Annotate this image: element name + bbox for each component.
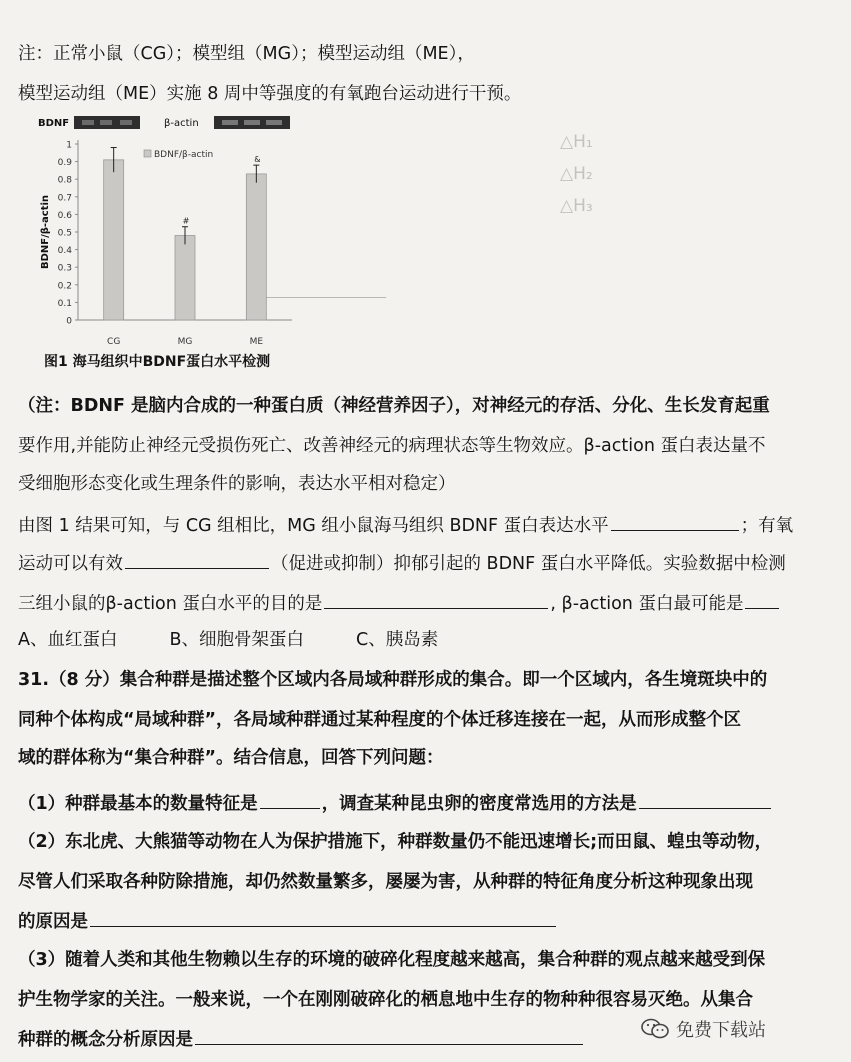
q31-line-1: 31.（8 分）集合种群是描述整个区域内各局域种群形成的集合。即一个区域内，各生境斑块中的 — [18, 670, 768, 690]
legend-label: BDNF/β-actin — [154, 150, 214, 160]
question-line-3 — [18, 590, 833, 616]
y-tick-label: 0.2 — [57, 281, 72, 292]
question-text: ；有氧 — [740, 516, 794, 536]
note-line-1: （注：BDNF 是脑内合成的一种蛋白质（神经营养因子），对神经元的存活、分化、生长发育起重 — [18, 396, 770, 416]
answer-blank-6[interactable] — [639, 790, 771, 809]
question-text: （促进或抑制）抑郁引起的 BDNF 蛋白水平降低。实验数据中检测 — [271, 554, 786, 574]
question-text: 种群的概念分析原因是 — [18, 1030, 193, 1050]
significance-marker: & — [254, 155, 261, 165]
sub-question-3-line-3 — [18, 1026, 621, 1052]
option-c[interactable]: C、胰岛素 — [356, 630, 439, 650]
actin-band — [266, 120, 282, 125]
y-tick-label: 0.9 — [57, 158, 72, 169]
legend-swatch — [144, 150, 151, 157]
watermark — [640, 1014, 766, 1044]
actin-band — [222, 120, 238, 125]
note-line-3: 受细胞形态变化或生理条件的影响，表达水平相对稳定） — [18, 474, 456, 494]
band-label-bdnf: BDNF — [38, 118, 70, 129]
wechat-icon — [640, 1017, 670, 1041]
question-line-2 — [18, 550, 833, 576]
option-a[interactable]: A、血红蛋白 — [18, 630, 118, 650]
y-tick-label: 0.6 — [57, 210, 72, 221]
question-text: ，调查某种昆虫卵的密度常选用的方法是 — [321, 794, 637, 814]
band-label-actin: β-actin — [164, 118, 199, 129]
y-tick-label: 1 — [66, 140, 72, 151]
sub-question-2-line-2: 尽管人们采取各种防除措施，却仍然数量繁多，屡屡为害，从种群的特征角度分析这种现象出现 — [18, 872, 753, 892]
question-text: , β-action 蛋白最可能是 — [550, 594, 744, 614]
bar-me — [246, 174, 266, 320]
actin-band — [244, 120, 260, 125]
answer-blank-2[interactable] — [125, 550, 269, 569]
y-tick-label: 0.5 — [57, 228, 72, 239]
significance-marker: # — [182, 216, 190, 226]
x-tick-label: ME — [249, 337, 264, 347]
legend-note-line: 注：正常小鼠（CG）；模型组（MG）；模型运动组（ME）， — [18, 44, 475, 64]
bdnf-bar-chart — [36, 112, 302, 348]
y-tick-label: 0.4 — [57, 246, 72, 257]
x-tick-label: MG — [177, 337, 193, 347]
bleed-through-text: △H₂ — [560, 164, 593, 184]
question-text: （1）种群最基本的数量特征是 — [18, 794, 258, 814]
y-tick-label: 0.1 — [57, 298, 72, 309]
intervention-line: 模型运动组（ME）实施 8 周中等强度的有氧跑台运动进行干预。 — [18, 84, 522, 104]
y-tick-label: 0 — [66, 316, 72, 327]
bdnf-band — [82, 120, 94, 125]
sub-question-1 — [18, 790, 833, 816]
q31-line-2: 同种个体构成“局域种群”，各局域种群通过某种程度的个体迁移连接在一起，从而形成整个区 — [18, 710, 741, 730]
question-text: 运动可以有效 — [18, 554, 123, 574]
y-axis-label: BDNF/β-actin — [40, 194, 51, 270]
question-text: 三组小鼠的β-action 蛋白水平的目的是 — [18, 594, 323, 614]
figure-caption: 图1 海马组织中BDNF蛋白水平检测 — [44, 354, 271, 370]
answer-blank-5[interactable] — [260, 790, 320, 809]
sub-question-2-line-3 — [18, 908, 833, 934]
sub-question-3-line-1: （3）随着人类和其他生物赖以生存的环境的破碎化程度越来越高，集合种群的观点越来越受到保 — [18, 950, 766, 970]
y-tick-label: 0.3 — [57, 263, 72, 274]
answer-blank-3[interactable] — [324, 590, 548, 609]
answer-blank-1[interactable] — [611, 512, 739, 531]
bleed-through-text: △H₁ — [560, 132, 593, 152]
answer-blank-7[interactable] — [90, 908, 556, 927]
y-tick-label: 0.8 — [57, 175, 72, 186]
chart-svg — [36, 112, 302, 348]
sub-question-3-line-2: 护生物学家的关注。一般来说，一个在刚刚破碎化的栖息地中生存的物种种很容易灭绝。从集合 — [18, 990, 753, 1010]
options-line — [18, 628, 833, 652]
note-line-2: 要作用,并能防止神经元受损伤死亡、改善神经元的病理状态等生物效应。β-action 蛋白表达量不 — [18, 436, 766, 456]
y-tick-label: 0.7 — [57, 193, 72, 204]
bar-cg — [104, 160, 124, 320]
x-tick-label: CG — [107, 337, 121, 347]
watermark-text: 免费下载站 — [676, 1020, 766, 1041]
sub-question-2-line-1: （2）东北虎、大熊猫等动物在人为保护措施下，种群数量仍不能迅速增长;而田鼠、蝗虫等动物， — [18, 832, 773, 852]
question-line-1 — [18, 512, 833, 538]
q31-line-3: 域的群体称为“集合种群”。结合信息，回答下列问题： — [18, 748, 444, 768]
answer-blank-4[interactable] — [745, 590, 779, 609]
question-text: 的原因是 — [18, 912, 88, 932]
answer-blank-8[interactable] — [195, 1026, 583, 1045]
bdnf-band — [100, 120, 112, 125]
bleed-through-text: △H₃ — [560, 196, 593, 216]
bar-mg — [175, 236, 195, 320]
option-b[interactable]: B、细胞骨架蛋白 — [169, 630, 304, 650]
bdnf-band — [120, 120, 132, 125]
question-text: 由图 1 结果可知，与 CG 组相比，MG 组小鼠海马组织 BDNF 蛋白表达水平 — [18, 516, 609, 536]
